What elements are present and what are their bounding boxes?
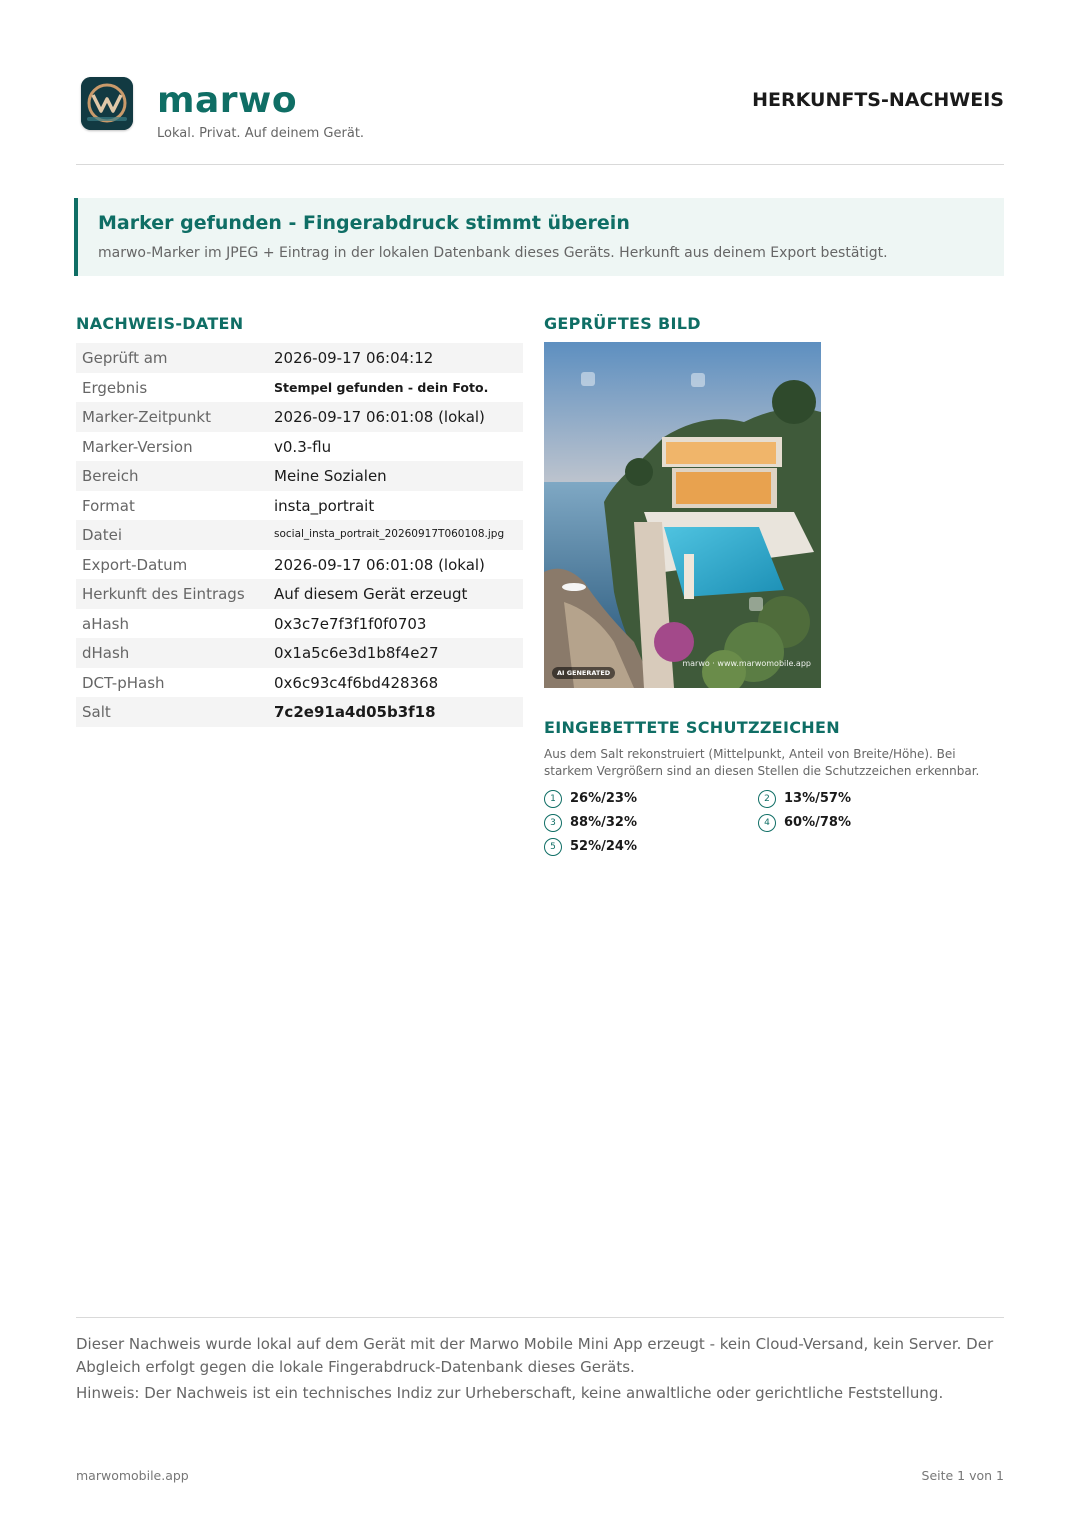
row-label: Export-Datum <box>82 555 188 574</box>
mark-number: 1 <box>544 790 562 808</box>
photo-watermark-text: marwo · www.marwomobile.app <box>682 659 811 668</box>
image-heading: GEPRÜFTES BILD <box>544 314 701 333</box>
row-label: aHash <box>82 614 129 633</box>
row-value: insta_portrait <box>274 496 375 515</box>
row-label: Ergebnis <box>82 378 148 397</box>
footer-note: Dieser Nachweis wurde lokal auf dem Gerät mit der Marwo Mobile Mini App erzeugt - kein Cloud-Versand, kein Server. Der Abgleich erfolgt gegen die lokale Fingerabdruck-Datenbank dieses Geräts. <box>76 1335 994 1376</box>
row-label: Geprüft am <box>82 349 168 367</box>
row-label: Herkunft des Eintrags <box>82 585 245 603</box>
footer-url: marwomobile.app <box>76 1468 189 1483</box>
row-label: DCT-pHash <box>82 673 165 692</box>
table-row <box>76 461 523 491</box>
mark-number: 4 <box>758 814 776 832</box>
row-value: 7c2e91a4d05b3f18 <box>274 703 436 721</box>
mark-number: 5 <box>544 838 562 856</box>
row-value: Auf diesem Gerät erzeugt <box>274 585 468 603</box>
mark-value: 88%/32% <box>570 815 637 830</box>
marwo-logo-icon <box>81 77 133 130</box>
table-row <box>76 373 523 403</box>
document-title: HERKUNFTS-NACHWEIS <box>752 89 1004 111</box>
mark-value: 26%/23% <box>570 791 637 806</box>
table-row <box>76 638 523 668</box>
banner-text: marwo-Marker im JPEG + Eintrag in der lokalen Datenbank dieses Geräts. Herkunft aus deinem Export bestätigt. <box>98 245 888 261</box>
mark-value: 13%/57% <box>784 791 851 806</box>
row-value: Meine Sozialen <box>274 467 387 485</box>
table-row <box>76 520 523 550</box>
row-value: 0x3c7e7f3f1f0f0703 <box>274 614 427 633</box>
row-label: Salt <box>82 703 111 721</box>
table-row <box>76 609 523 639</box>
brand-tagline: Lokal. Privat. Auf deinem Gerät. <box>157 126 365 141</box>
table-row <box>76 343 523 373</box>
row-value: 2026-09-17 06:01:08 (lokal) <box>274 408 485 426</box>
row-label: Marker-Zeitpunkt <box>82 408 211 426</box>
table-row <box>76 491 523 521</box>
row-value: 0x1a5c6e3d1b8f4e27 <box>274 644 439 662</box>
row-value: Stempel gefunden - dein Foto. <box>274 379 489 395</box>
brand-name: marwo <box>157 80 298 121</box>
row-value: 2026-09-17 06:01:08 (lokal) <box>274 555 485 574</box>
mark-value: 52%/24% <box>570 839 637 854</box>
row-value: social_insta_portrait_20260917T060108.jpg <box>274 528 505 540</box>
row-label: Format <box>82 496 135 515</box>
table-row <box>76 697 523 727</box>
details-heading: NACHWEIS-DATEN <box>76 314 244 333</box>
row-value: 0x6c93c4f6bd428368 <box>274 673 439 692</box>
ai-generated-badge: AI GENERATED <box>552 667 615 679</box>
row-label: dHash <box>82 644 130 662</box>
row-label: Marker-Version <box>82 437 193 456</box>
banner-title: Marker gefunden - Fingerabdruck stimmt überein <box>98 212 630 234</box>
details-table <box>76 343 523 727</box>
marks-description: Aus dem Salt rekonstruiert (Mittelpunkt, Anteil von Breite/Höhe). Bei starkem Vergrößern sind an diesen Stellen die Schutzzeichen erkennbar. <box>544 747 980 778</box>
row-label: Bereich <box>82 467 139 485</box>
row-value: 2026-09-17 06:04:12 <box>274 349 434 367</box>
table-row <box>76 579 523 609</box>
header-divider <box>76 164 1004 165</box>
mark-number: 2 <box>758 790 776 808</box>
table-row <box>76 550 523 580</box>
mark-value: 60%/78% <box>784 815 851 830</box>
marks-heading: EINGEBETTETE SCHUTZZEICHEN <box>544 718 840 737</box>
page-number: Seite 1 von 1 <box>921 1468 1004 1483</box>
footer-divider <box>76 1317 1004 1318</box>
footer-hint: Hinweis: Der Nachweis ist ein technisches Indiz zur Urheberschaft, keine anwaltliche oder gerichtliche Feststellung. <box>76 1384 944 1402</box>
table-row <box>76 432 523 462</box>
checked-photo <box>544 342 821 688</box>
row-value: v0.3-flu <box>274 437 332 456</box>
table-row <box>76 668 523 698</box>
mark-number: 3 <box>544 814 562 832</box>
row-label: Datei <box>82 526 123 544</box>
table-row <box>76 402 523 432</box>
result-banner <box>74 198 1004 276</box>
